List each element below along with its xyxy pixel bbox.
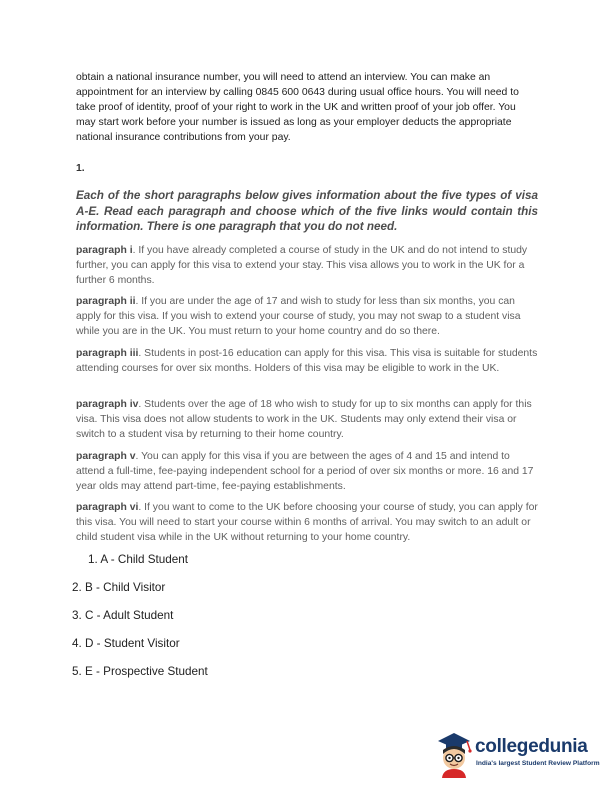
paragraph-vi [76,500,538,545]
paragraph-text: . You can apply for this visa if you are between the ages of 4 and 15 and intend to attend a full-time, fee-paying independent school for a period of over six months or more. 16 and 17 year olds may attend part-time, fee-paying establishments. [76,451,534,492]
paragraph-text: . If you want to come to the UK before choosing your course of study, you can apply for this visa. You will need to start your course within 6 months of arrival. You may switch to an adult or child student visa while in the UK without returning to your home country. [76,502,538,543]
option-e-prospective-student: 5. E - Prospective Student [72,665,208,678]
paragraph-label: paragraph v [76,451,136,462]
option-c-adult-student: 3. C - Adult Student [72,609,174,622]
paragraph-label: paragraph vi [76,502,139,513]
question-instruction: Each of the short paragraphs below gives information about the five types of visa A-E. Read each paragraph and choose which of the five links would contain this information. There is one paragraph that you do not need. [76,189,538,233]
paragraph-iv [76,397,538,442]
option-b-child-visitor: 2. B - Child Visitor [72,581,166,594]
logo-wordmark: collegedunia [475,736,588,757]
paragraph-v [76,449,538,494]
option-d-student-visitor: 4. D - Student Visitor [72,637,180,650]
mascot-graduate-icon [434,728,476,778]
question-number: 1. [76,163,85,174]
intro-paragraph: obtain a national insurance number, you will need to attend an interview. You can make an appointment for an interview by calling 0845 600 0643 during usual office hours. You will need to take proof of identity, proof of your right to work in the UK and written proof of your job offer. You may start work before your number is issued as long as your employer deducts the appropriate national insurance contributions from your pay. [76,72,519,143]
paragraph-label: paragraph ii [76,296,136,307]
paragraph-iii [76,346,538,376]
paragraph-label: paragraph iv [76,399,139,410]
paragraph-label: paragraph iii [76,348,139,359]
option-a-child-student: 1. A - Child Student [88,553,189,566]
paragraph-text: . If you have already completed a course of study in the UK and do not intend to study further, you can apply for this visa to extend your stay. This visa allows you to work in the UK for a further 6 months. [76,245,528,286]
collegedunia-logo [434,728,599,778]
paragraph-i [76,243,538,288]
paragraph-ii [76,294,538,339]
paragraph-label: paragraph i [76,245,133,256]
paragraph-text: . Students over the age of 18 who wish to study for up to six months can apply for this visa. This visa does not allow students to work in the UK. Students may only extend their visa or switch to a student visa by returning to their home country. [76,399,532,440]
paragraph-text: . Students in post-16 education can apply for this visa. This visa is suitable for students attending courses for over six months. Holders of this visa may be eligible to work in the UK. [76,348,538,374]
logo-tagline: India's largest Student Review Platform [476,760,600,767]
paragraph-text: . If you are under the age of 17 and wish to study for less than six months, you can apply for this visa. If you wish to extend your course of study, you may not swap to a student visa while you are in the UK. You must return to your home country and do so there. [76,296,521,337]
